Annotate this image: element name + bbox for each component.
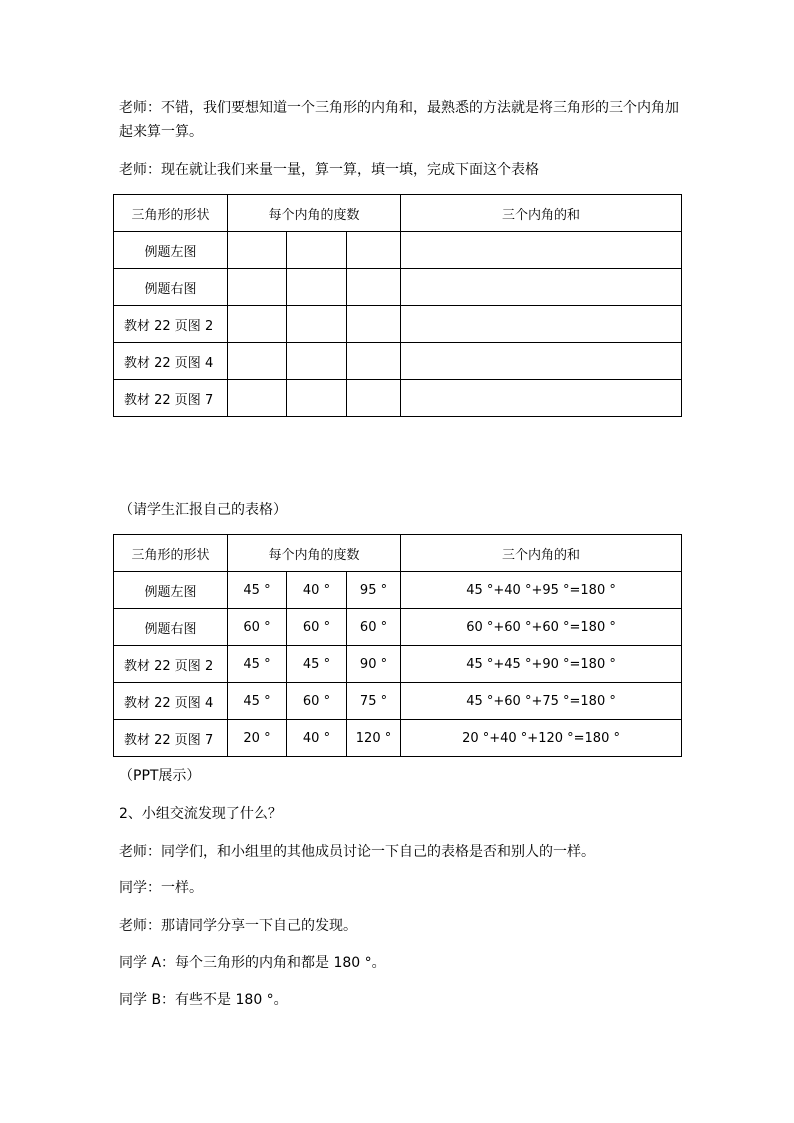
row-label: 例题右图 <box>114 609 228 646</box>
table-row <box>114 572 682 609</box>
row-label: 例题右图 <box>114 269 228 306</box>
empty-cell <box>287 380 347 417</box>
header-shape: 三角形的形状 <box>114 195 228 232</box>
table-row <box>114 269 682 306</box>
table-row <box>114 343 682 380</box>
angle-cell: 45 ° <box>287 646 347 683</box>
angle-cell: 20 ° <box>228 720 287 757</box>
angle-cell: 60 ° <box>287 609 347 646</box>
paragraph-section-heading: 2、小组交流发现了什么？ <box>119 806 282 822</box>
row-label: 例题左图 <box>114 232 228 269</box>
filled-angle-table <box>113 534 682 757</box>
paragraph-ppt-note: （PPT展示） <box>119 768 201 784</box>
angle-cell: 90 ° <box>347 646 401 683</box>
empty-cell <box>228 380 287 417</box>
table-row <box>114 232 682 269</box>
sum-cell: 45 °+45 °+90 °=180 ° <box>401 646 682 683</box>
row-label: 教材 22 页图 4 <box>114 683 228 720</box>
angle-cell: 40 ° <box>287 572 347 609</box>
paragraph-teacher-share: 老师：那请同学分享一下自己的发现。 <box>119 918 357 934</box>
table-header-row <box>114 535 682 572</box>
angle-cell: 60 ° <box>228 609 287 646</box>
empty-cell <box>347 306 401 343</box>
row-label: 教材 22 页图 7 <box>114 720 228 757</box>
empty-cell <box>347 343 401 380</box>
empty-cell <box>287 306 347 343</box>
table-row <box>114 683 682 720</box>
blank-angle-table <box>113 194 682 417</box>
angle-cell: 40 ° <box>287 720 347 757</box>
header-angles: 每个内角的度数 <box>228 195 401 232</box>
header-shape: 三角形的形状 <box>114 535 228 572</box>
paragraph-report: （请学生汇报自己的表格） <box>119 502 287 518</box>
header-sum: 三个内角的和 <box>401 535 682 572</box>
table-row <box>114 306 682 343</box>
paragraph-student-a: 同学 A：每个三角形的内角和都是 180 °。 <box>119 955 386 971</box>
paragraph-teacher-discuss: 老师：同学们，和小组里的其他成员讨论一下自己的表格是否和别人的一样。 <box>119 844 595 860</box>
empty-cell <box>401 380 682 417</box>
header-sum: 三个内角的和 <box>401 195 682 232</box>
row-label: 教材 22 页图 2 <box>114 646 228 683</box>
empty-cell <box>287 232 347 269</box>
header-angles: 每个内角的度数 <box>228 535 401 572</box>
empty-cell <box>228 306 287 343</box>
table-row <box>114 646 682 683</box>
table-row <box>114 720 682 757</box>
table-row <box>114 609 682 646</box>
paragraph-intro: 老师：不错，我们要想知道一个三角形的内角和，最熟悉的方法就是将三角形的三个内角加起来算一算。 <box>119 100 679 140</box>
angle-cell: 45 ° <box>228 646 287 683</box>
row-label: 教材 22 页图 2 <box>114 306 228 343</box>
sum-cell: 45 °+60 °+75 °=180 ° <box>401 683 682 720</box>
empty-cell <box>347 269 401 306</box>
sum-cell: 45 °+40 °+95 °=180 ° <box>401 572 682 609</box>
angle-cell: 95 ° <box>347 572 401 609</box>
sum-cell: 60 °+60 °+60 °=180 ° <box>401 609 682 646</box>
angle-cell: 120 ° <box>347 720 401 757</box>
row-label: 教材 22 页图 4 <box>114 343 228 380</box>
empty-cell <box>401 232 682 269</box>
empty-cell <box>287 343 347 380</box>
empty-cell <box>347 232 401 269</box>
row-label: 例题左图 <box>114 572 228 609</box>
table-header-row <box>114 195 682 232</box>
empty-cell <box>287 269 347 306</box>
empty-cell <box>228 269 287 306</box>
angle-cell: 45 ° <box>228 683 287 720</box>
angle-cell: 60 ° <box>287 683 347 720</box>
empty-cell <box>228 232 287 269</box>
empty-cell <box>228 343 287 380</box>
angle-cell: 75 ° <box>347 683 401 720</box>
empty-cell <box>401 306 682 343</box>
angle-cell: 45 ° <box>228 572 287 609</box>
angle-cell: 60 ° <box>347 609 401 646</box>
row-label: 教材 22 页图 7 <box>114 380 228 417</box>
paragraph-student-reply: 同学：一样。 <box>119 880 203 896</box>
table-row <box>114 380 682 417</box>
sum-cell: 20 °+40 °+120 °=180 ° <box>401 720 682 757</box>
paragraph-instruction: 老师：现在就让我们来量一量，算一算，填一填，完成下面这个表格 <box>119 162 539 178</box>
paragraph-student-b: 同学 B：有些不是 180 °。 <box>119 992 288 1008</box>
empty-cell <box>347 380 401 417</box>
empty-cell <box>401 269 682 306</box>
empty-cell <box>401 343 682 380</box>
